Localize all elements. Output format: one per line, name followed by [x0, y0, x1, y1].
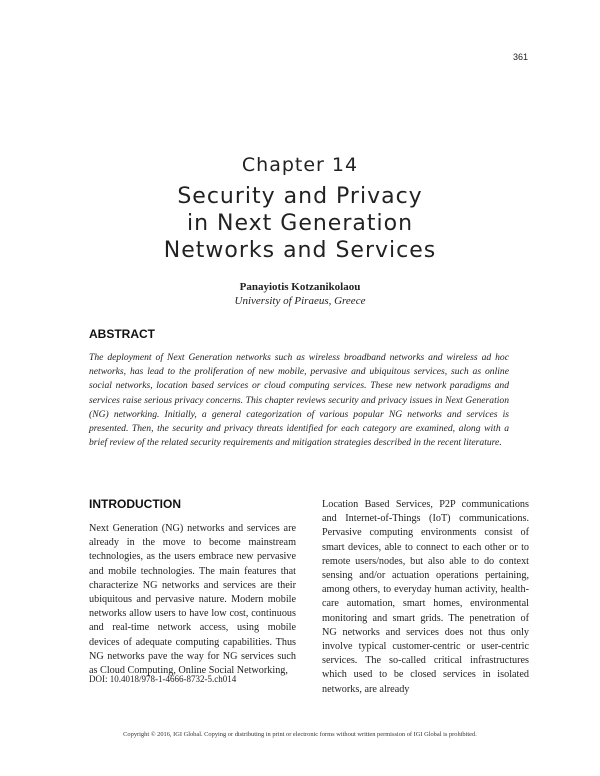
abstract-text: The deployment of Next Generation networks such as wireless broadband networks and wireless ad hoc networks, has lead to the proliferation of new mobile, pervasive and ubiquitous services, such as online social networks, location based services or cloud computing services. These new network paradigms and services raise serious privacy concerns. This chapter reviews security and privacy issues in Next Generation (NG) networking. Initially, a general categorization of various popular NG networks and services is presented. Then, the security and privacy threats identified for each category are examined, along with a brief review of the related security requirements and mitigation strategies described in the recent literature.: [89, 352, 509, 449]
chapter-title-line: in Next Generation: [186, 211, 414, 236]
introduction-paragraph: Next Generation (NG) networks and services are already in the move to become mainstream technologies, as the users embrace new pervasive and mobile technologies. The main features that characterize NG networks and services are their ubiquitous and pervasive nature. Modern mobile networks allow users to have low cost, continuous and real-time network access, using mobile devices of adequate computing capabilities. Thus NG networks pave the way for NG services such as Cloud Computing, Online Social Networking,: [89, 523, 296, 677]
author-affiliation: University of Piraeus, Greece: [234, 295, 366, 307]
introduction-paragraph: Location Based Services, P2P communications and Internet-of-Things (IoT) communications. Pervasive computing environments consist of smart devices, able to connect to each other or to remote users/nodes, but also able to do context sensing and/or actuation operations pertaining, among others, to everyday human activity, health-care automation, smart homes, environmental monitoring and smart grids. The penetration of NG networks and services does not thus only involve typical customer-centric or user-centric services. The so-called critical infrastructures which used to be closed services in isolated networks, are already: [322, 499, 529, 695]
doi: DOI: 10.4018/978-1-4666-8732-5.ch014: [89, 674, 237, 684]
chapter-label: Chapter 14: [241, 154, 359, 176]
introduction-heading: INTRODUCTION: [89, 497, 181, 511]
chapter-title-line: Networks and Services: [163, 238, 437, 263]
abstract-heading: ABSTRACT: [89, 327, 155, 341]
copyright-notice: Copyright © 2016, IGI Global. Copying or distributing in print or electronic forms without written permission of IGI Global is prohibited.: [123, 731, 477, 738]
author-name: Panayiotis Kotzanikolaou: [239, 281, 361, 293]
page-number: 361: [512, 52, 528, 62]
introduction-right-column: [322, 498, 529, 697]
introduction-left-column: [89, 522, 296, 678]
chapter-title: [0, 183, 600, 264]
chapter-title-line: Security and Privacy: [177, 184, 423, 209]
